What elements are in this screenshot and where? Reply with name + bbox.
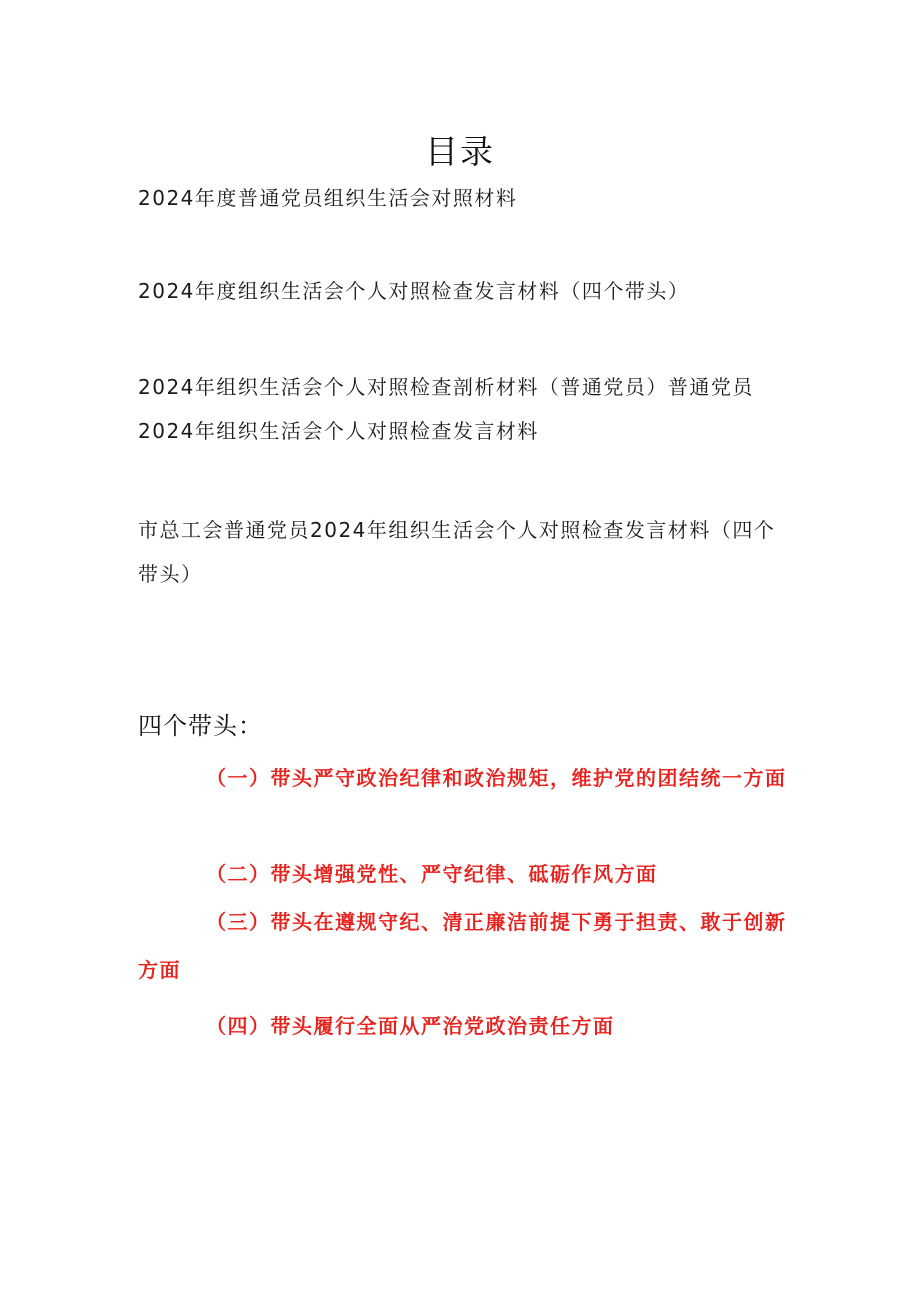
toc-item[interactable]: 市总工会普通党员2024年组织生活会个人对照检查发言材料（四个带头） bbox=[138, 518, 776, 586]
lead-item: （二）带头增强党性、严守纪律、砥砺作风方面 bbox=[206, 862, 658, 886]
lead-item: （一）带头严守政治纪律和政治规矩，维护党的团结统一方面 bbox=[206, 766, 787, 790]
lead-item: （四）带头履行全面从严治党政治责任方面 bbox=[206, 1014, 615, 1038]
toc-item[interactable]: 2024年组织生活会个人对照检查剖析材料（普通党员）普通党员2024年组织生活会个人对照检查发言材料 bbox=[138, 375, 754, 443]
toc-item[interactable]: 2024年度普通党员组织生活会对照材料 bbox=[138, 186, 518, 210]
page-title: 目录 bbox=[425, 132, 495, 171]
lead-item: （三）带头在遵规守纪、清正廉洁前提下勇于担责、敢于创新方面 bbox=[138, 910, 787, 982]
section-heading: 四个带头： bbox=[138, 712, 263, 740]
toc-item[interactable]: 2024年度组织生活会个人对照检查发言材料（四个带头） bbox=[138, 279, 690, 303]
